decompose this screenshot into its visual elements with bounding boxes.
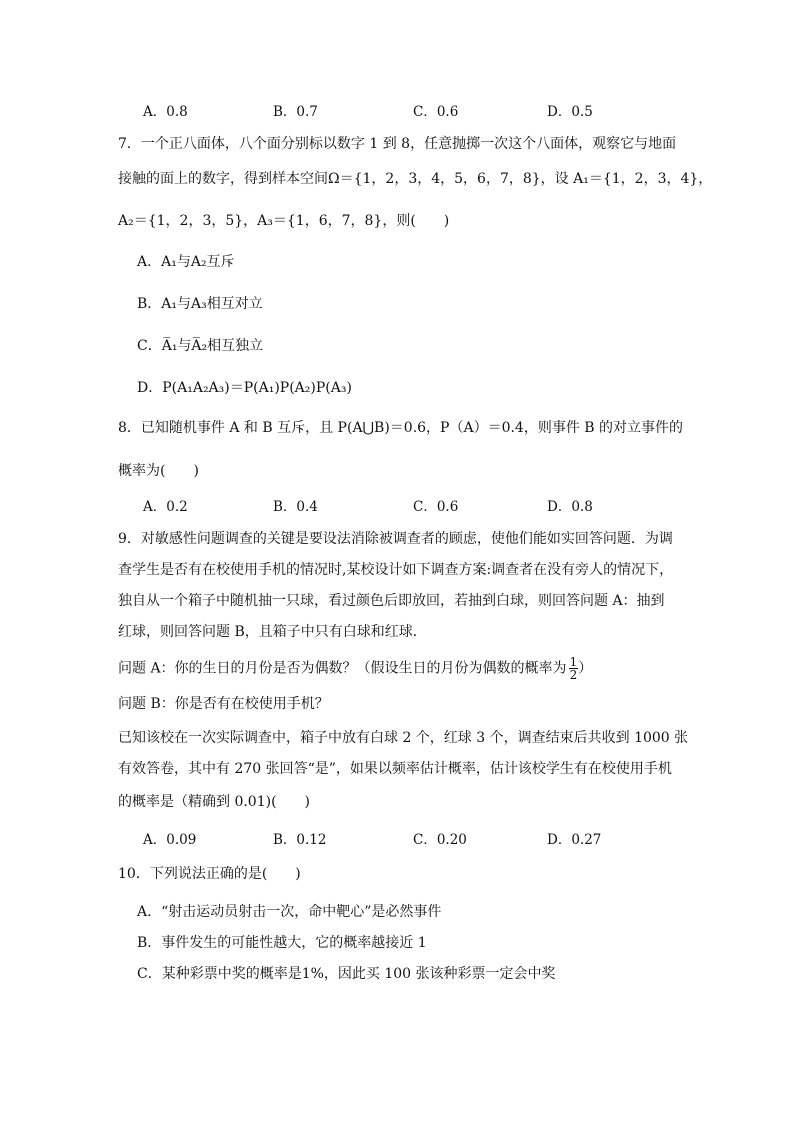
q10-option-c: C．某种彩票中奖的概率是1%，因此买 100 张该种彩票一定会中奖	[137, 966, 556, 982]
q7-stem-line-1: 7．一个正八面体，八个面分别标以数字 1 到 8，任意抛掷一次这个八面体，观察它与地面	[118, 136, 677, 152]
q9-option-a: A．0.09	[143, 832, 197, 848]
q6-option-a: A．0.8	[143, 104, 188, 120]
q8-option-a: A．0.2	[143, 499, 188, 515]
q9-question-a-close: ）	[578, 660, 593, 677]
q9-stem-line-4: 红球，则回答问题 B，且箱子中只有白球和红球．	[118, 624, 427, 640]
q10-option-b: B．事件发生的可能性越大，它的概率越接近 1	[137, 935, 427, 951]
q9-stem-line-5: 已知该校在一次实际调查中，箱子中放有白球 2 个，红球 3 个，调查结束后共收到 1000 张	[118, 730, 689, 746]
q9-question-a-text: 问题 A：你的生日的月份是否为偶数？（假设生日的月份为偶数的概率为	[118, 660, 567, 677]
q7-stem-line-3: A₂＝{1，2，3，5}，A₃＝{1，6，7，8}，则( )	[118, 213, 450, 229]
q9-question-a	[118, 656, 592, 681]
q9-option-d: D．0.27	[547, 832, 602, 848]
q7-option-c: C．A̅₁与A̅₂相互独立	[137, 338, 264, 354]
q9-stem-line-3: 独自从一个箱子中随机抽一只球，看过颜色后即放回，若抽到白球，则回答问题 A：抽到	[118, 593, 665, 609]
q8-stem-line-1: 8．已知随机事件 A 和 B 互斥，且 P(A⋃B)＝0.6，P（A）＝0.4，则事件 B 的对立事件的	[118, 420, 684, 436]
q7-option-d: D．P(A₁A₂A₃)＝P(A₁)P(A₂)P(A₃)	[137, 380, 352, 396]
q9-option-c: C．0.20	[413, 832, 467, 848]
q6-option-b: B．0.7	[273, 104, 318, 120]
q9-stem-line-1: 9．对敏感性问题调查的关键是要设法消除被调查者的顾虑，使他们能如实回答问题．为调	[118, 531, 673, 547]
q6-option-d: D．0.5	[547, 104, 593, 120]
q8-stem-line-2: 概率为( )	[118, 463, 199, 479]
q10-option-a: A．“射击运动员射击一次，命中靶心”是必然事件	[137, 904, 442, 920]
q8-option-d: D．0.8	[547, 499, 593, 515]
q9-stem-line-2: 查学生是否有在校使用手机的情况时,某校设计如下调查方案:调查者在没有旁人的情况下，	[118, 562, 674, 578]
q6-option-c: C．0.6	[413, 104, 459, 120]
q7-option-a: A．A₁与A₂互斥	[137, 254, 235, 270]
q9-question-b: 问题 B：你是否有在校使用手机？	[118, 696, 329, 712]
q8-option-c: C．0.6	[413, 499, 459, 515]
fraction-denominator: 2	[569, 668, 578, 682]
q9-stem-line-7: 的概率是（精确到 0.01)( )	[118, 794, 311, 810]
q9-stem-line-6: 有效答卷，其中有 270 张回答“是”，如果以频率估计概率，估计该校学生有在校使用手机	[118, 761, 672, 777]
q7-stem-line-2: 接触的面上的数字，得到样本空间Ω＝{1，2，3，4，5，6，7，8}，设 A₁＝{1，2，3，4}，	[118, 171, 713, 187]
q10-stem: 10．下列说法正确的是( )	[118, 866, 301, 882]
one-half-fraction	[569, 656, 579, 681]
q8-option-b: B．0.4	[273, 499, 318, 515]
q7-option-b: B．A₁与A₃相互对立	[137, 296, 263, 312]
fraction-numerator: 1	[569, 655, 578, 669]
q9-option-b: B．0.12	[273, 832, 327, 848]
